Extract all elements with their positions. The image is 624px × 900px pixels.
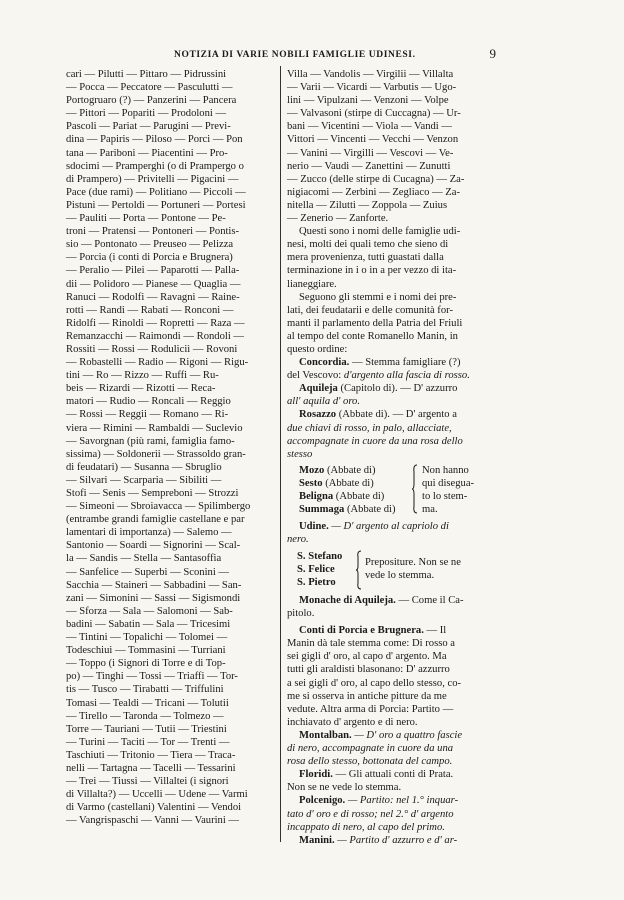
text-line: — Vanini — Virgilli — Vescovi — Ve- [287, 147, 454, 159]
column-divider [280, 66, 281, 842]
text-line: — Tintini — Topalichi — Tolomei — [66, 632, 228, 644]
text-line: me si osserva in antiche pitture da me [287, 690, 447, 702]
text-line: vedute. Altra arma di Porcia: Partito — [287, 703, 454, 715]
text-line: sei gigli d' oro, al capo d' argento. Ma [287, 651, 447, 663]
text-line: tini — Ro — Rizzo — Ruffi — Ru- [66, 370, 219, 382]
entry-prepositure-group: S. Stefano S. Felice S. Pietro Prepositure. Non se ne vede lo stemma. [297, 551, 461, 589]
family-names-continued [287, 68, 499, 225]
text-line: nitella — Zilutti — Zoppola — Zuius [287, 199, 448, 211]
text-line: tutti gli araldisti blasonano: D' azzurro [287, 664, 450, 676]
entry-aquileja: Aquileja (Capitolo di). — D' azzurro all' aquila d' oro. [287, 383, 458, 408]
text-line: nigiacomi — Zerbini — Zegliaco — Za- [287, 186, 460, 198]
text-line: — Pittori — Popariti — Prodoloni — [66, 108, 227, 120]
text-line: Questi sono i nomi delle famiglie udi- [299, 226, 461, 238]
text-line: mera provenienza, tutti guastati dalla [287, 252, 444, 264]
text-line: — Pauliti — Porta — Pontone — Pe- [66, 213, 226, 225]
entry-conti-porcia: Conti di Porcia e Brugnera. — Il Manin dà tale stemma come: Di rosso a sei gigli d' oro, al capo d' argento. Ma tutti gli araldisti blasonano: D' azzurro a sei gigli d' oro, al capo dello stesso, co- me si osserva in antiche pitture da me vedute. Altra arma di Porcia: Partito — inchiavato d' argento e di nero. [287, 624, 499, 729]
text-line: viera — Rimini — Rambaldi — Suclevio [66, 422, 243, 434]
entry-name: Udine. [299, 520, 329, 532]
text-line: Seguono gli stemmi e i nomi dei pre- [299, 291, 457, 303]
text-line: questo ordine: [287, 343, 348, 355]
text-line: — Toppo (i Signori di Torre e di Top- [66, 658, 226, 670]
text-line: — Simeoni — Sbroiavacca — Spilimbergo [66, 501, 251, 513]
text-line: po) — Tinghi — Tossi — Triaffi — Tor- [66, 671, 238, 683]
text-line: — Vangrispaschi — Vanni — Vaurini — [66, 815, 240, 827]
text-line: rotti — Randi — Rabati — Ronconi — [66, 304, 234, 316]
text-line: nesi, molti dei quali temo che sieno di [287, 239, 449, 251]
text-line: dii — Polidoro — Pianese — Quaglia — [66, 278, 241, 290]
text-line: Santonio — Soardi — Signorini — Scal- [66, 540, 241, 552]
text-line: badini — Sabatin — Sala — Tricesimi [66, 618, 231, 630]
text-line: lati, dei feudatarii e delle comunità for- [287, 304, 453, 316]
text-line: — Sforza — Sala — Salomoni — Sab- [66, 605, 233, 617]
text-line: zani — Simonini — Sassi — Sigismondi [66, 592, 241, 604]
text-line: di Prampero) — Privitelli — Pigacini — [66, 173, 239, 185]
text-line: tis — Tusco — Tirabatti — Triffulini [66, 684, 224, 696]
text-line: sissima) — Soldonerii — Strassoldo gran- [66, 448, 246, 460]
running-title: NOTIZIA DI VARIE NOBILI FAMIGLIE UDINESI. [174, 50, 416, 60]
running-header [66, 46, 496, 64]
entry-name: Manini. [299, 834, 335, 846]
text-line: sio — Pontonato — Preuseo — Pelizza [66, 239, 234, 251]
text-line: Torre — Tauriani — Tutii — Triestini [66, 723, 227, 735]
text-line: — Peralio — Pilei — Paparotti — Palla- [66, 265, 240, 277]
text-line: Rossiti — Rossi — Roduliciì — Rovoni [66, 343, 238, 355]
brace-icon [355, 550, 363, 590]
text-line: — Turini — Taciti — Tor — Trenti — [66, 736, 230, 748]
text-line: — Rossi — Reggii — Romano — Ri- [66, 409, 229, 421]
text-line: Taschiuti — Tritonio — Tiera — Traca- [66, 749, 236, 761]
text-line: la — Sandis — Stella — Santasoffia [66, 553, 222, 565]
text-line: Tomasi — Tealdi — Tricani — Tolutii [66, 697, 229, 709]
text-line: lini — Vipulzani — Venzoni — Volpe [287, 95, 449, 107]
entry-abbati-group: Mozo (Abbate di) Sesto (Abbate di) Beligna (Abbate di) Summaga (Abbate di) Non hanno qui disegua- to lo stem- ma. [299, 464, 475, 516]
text-line: di feudatari) — Susanna — Sbruglio [66, 461, 222, 473]
text-line: al tempo del conte Romanello Manin, in [287, 330, 458, 342]
text-line: inchiavato d' argento e di nero. [287, 716, 418, 728]
text-line: — Valvasoni (stirpe di Cuccagna) — Ur- [287, 108, 461, 120]
text-line: Pistuni — Pertoldi — Portuneri — Portesi [66, 199, 246, 211]
text-line: — Savorgnan (più rami, famiglia famo- [66, 435, 235, 447]
text-line: Portogruaro (?) — Panzerini — Pancera [66, 95, 237, 107]
paragraph-coats-of-arms-intro [287, 291, 499, 356]
page-number: 9 [489, 46, 496, 61]
entry-name: Rosazzo [299, 409, 337, 421]
entry-rosazzo: Rosazzo (Abbate di). — D' argento a due chiavi di rosso, in palo, allacciate, accompagnate in cuore da una rosa dello stesso [287, 409, 463, 460]
text-line: manti il parlamento della Patria del Friuli [287, 317, 463, 329]
entry-udine: Udine. — D' argento al capriolo di nero. [287, 520, 449, 545]
entry-monache: Monache di Aquileja. — Come il Ca- pitolo. [287, 595, 464, 620]
text-line: dina — Papiris — Piloso — Porci — Pon [66, 134, 243, 146]
text-line: (entrambe grandi famiglie castellane e par [66, 514, 245, 526]
text-line: terminazione in i o in a per vezzo di ita- [287, 265, 457, 277]
text-line: troni — Pratensi — Pontoneri — Pontis- [66, 226, 240, 238]
text-line: cari — Pilutti — Pittaro — Pidrussini [66, 69, 227, 80]
entry-floridi: Floridi. — Gli attuali conti di Prata. Non se ne vede lo stemma. [287, 769, 454, 794]
entry-name: Conti di Porcia e Brugnera. [299, 625, 424, 637]
text-line: — Pocca — Peccatore — Pasculutti — [66, 82, 233, 94]
text-line: — Varii — Vicardi — Varbutis — Ugo- [287, 82, 457, 94]
entry-manini: Manini. — Partito d' azzurro e d' ar- [299, 834, 458, 846]
text-line: — Tirello — Taronda — Tolmezo — [66, 710, 224, 722]
text-line: — Silvari — Scarparia — Sibiliti — [66, 474, 222, 486]
text-line: beis — Rizardi — Rizotti — Reca- [66, 383, 216, 395]
text-line: Vittori — Vincenti — Vecchi — Venzon [287, 134, 459, 146]
right-column [287, 68, 499, 847]
text-line: di Varmo (castellani) Valentini — Vendoi [66, 802, 242, 814]
text-line: Remanzacchi — Raimondi — Rondoli — [66, 330, 245, 342]
text-line: Todeschiui — Tommasini — Turriani [66, 645, 226, 657]
entry-name: Concordia. [299, 357, 350, 369]
entry-name: Aquileja [299, 383, 338, 395]
text-line: Ridolfi — Rinoldi — Ropretti — Raza — [66, 317, 245, 329]
entry-concordia: Concordia. — Stemma famigliare (?) del Vescovo: d'argento alla fascia di rosso. [287, 357, 470, 382]
text-line: — Sanfelice — Superbi — Sconini — [66, 566, 230, 578]
text-line: sdocimi — Pramperghi (o di Prampergo o [66, 160, 244, 172]
entry-name: Polcenigo. [299, 795, 346, 807]
text-line: Manin dà tale stemma come: Di rosso a [287, 638, 455, 650]
entry-name: Floridi. [299, 769, 333, 781]
text-line: Pascoli — Pariat — Parugini — Previ- [66, 121, 231, 133]
text-line: — Robastelli — Radio — Rigoni — Rigu- [66, 357, 249, 369]
text-line: Ranuci — Rodolfi — Ravagni — Raine- [66, 291, 240, 303]
text-line: — Zucco (delle stirpe di Cucagna) — Za- [287, 173, 465, 185]
entry-name: Montalban. [299, 729, 352, 741]
entry-polcenigo: Polcenigo. — Partito: nel 1.° inquar- tato d' oro e di rosso; nel 2.° d' argento incappato di nero, al capo del primo. [287, 795, 459, 833]
text-line: — Zenerio — Zanforte. [287, 213, 389, 225]
text-line: Stofi — Senis — Sempreboni — Strozzi [66, 488, 239, 499]
text-line: Pace (due rami) — Politiano — Piccoli — [66, 186, 246, 198]
text-line: nerio — Vaudi — Zanettini — Zunutti [287, 160, 451, 172]
text-line: — Porcia (i conti di Porcia e Brugnera) [66, 252, 233, 264]
paragraph-family-names [287, 225, 499, 290]
left-column [66, 68, 276, 827]
text-line: di Villalta?) — Uccelli — Udene — Varmi [66, 789, 248, 801]
text-line: a sei gigli d' oro, al capo dello stesso, co- [287, 677, 462, 689]
brace-icon [411, 464, 419, 514]
entry-montalban: Montalban. — D' oro a quattro fascie di nero, accompagnate in cuore da una rosa dello stesso, bottonata del campo. [287, 729, 463, 768]
text-line: Sacchia — Stainerì — Sabbadini — San- [66, 579, 242, 591]
entry-name: Monache di Aquileja. [299, 595, 396, 606]
text-line: lamentari di importanza) — Salemo — [66, 527, 232, 539]
text-line: lianeggiare. [287, 278, 337, 290]
text-line: tana — Pariboni — Piacentini — Pro- [66, 147, 228, 159]
text-line: bani — Vicentini — Viola — Vandi — [287, 121, 452, 133]
text-line: matori — Rudio — Roncali — Reggio [66, 396, 231, 408]
text-line: Villa — Vandolis — Virgilii — Villalta [287, 69, 454, 80]
text-line: nelli — Tartagna — Tacelli — Tessarini [66, 762, 236, 774]
text-line: — Trei — Tiussi — Villaltei (i signori [66, 776, 229, 788]
